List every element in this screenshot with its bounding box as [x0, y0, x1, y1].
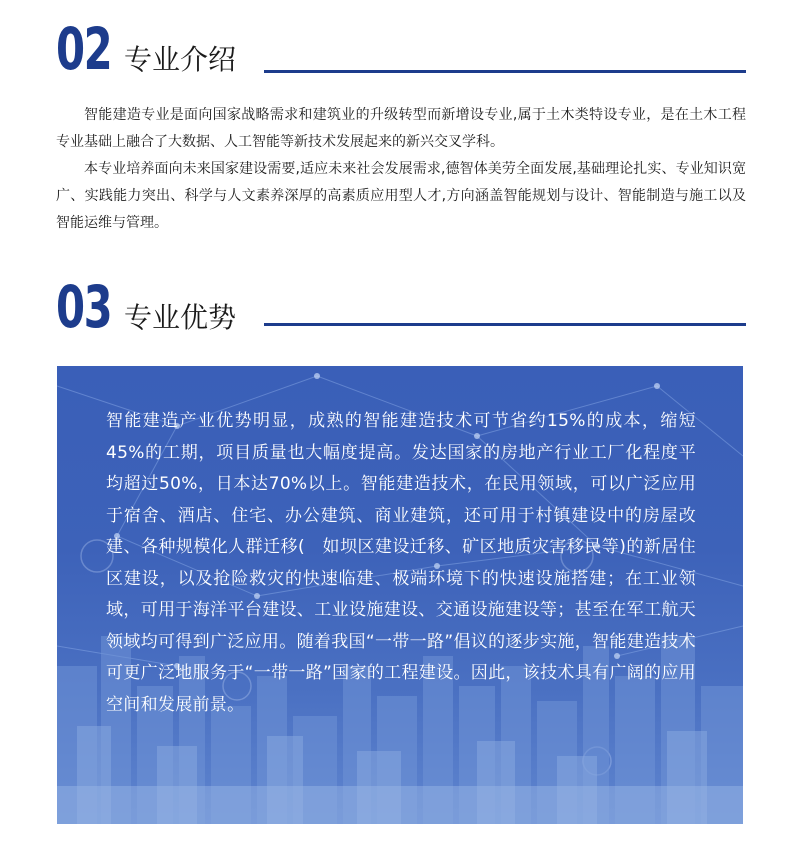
advantages-body: 智能建造产业优势明显，成熟的智能建造技术可节省约15%的成本，缩短45%的工期，项目质量也大幅度提高。发达国家的房地产行业工厂化程度平均超过50%，日本达70%以上。智能建造技术，在民用领域，可以广泛应用于宿舍、酒店、住宅、办公建筑、商业建筑，还可用于村镇建设中的房屋改建、各种规模化人群迁移( 如坝区建设迁移、矿区地质灾害移民等)的新居住区建设，以及抢险救灾的快速临建、极端环境下的快速设施搭建；在工业领域，可用于海洋平台建设、工业设施建设、交通设施建设等；甚至在军工航天领域均可得到广泛应用。随着我国“一带一路”倡议的逐步实施，智能建造技术可更广泛地服务于“一带一路”国家的工程建设。因此，该技术具有广阔的应用空间和发展前景。: [106, 411, 696, 715]
section-02-number: 02: [56, 15, 112, 83]
section-03-divider: [264, 323, 746, 326]
section-03-title: 专业优势: [124, 301, 237, 334]
section-03-number: 03: [56, 273, 112, 341]
intro-paragraph-1: 智能建造专业是面向国家战略需求和建筑业的升级转型而新增设专业,属于土木类特设专业，是在土木工程专业基础上融合了大数据、人工智能等新技术发展起来的新兴交叉学科。: [56, 107, 746, 150]
section-02-body: [56, 102, 746, 237]
section-02-title: 专业介绍: [124, 43, 237, 76]
intro-paragraph-2: 本专业培养面向未来国家建设需要,适应未来社会发展需求,德智体美劳全面发展,基础理论扎实、专业知识宽广、实践能力突出、科学与人文素养深厚的高素质应用型人才,方向涵盖智能规划与设计、智能制造与施工以及智能运维与管理。: [56, 161, 746, 231]
section-03-header: [56, 273, 746, 341]
section-02-header: [56, 15, 746, 83]
section-02-divider: [264, 70, 746, 73]
advantages-panel: [57, 366, 743, 824]
